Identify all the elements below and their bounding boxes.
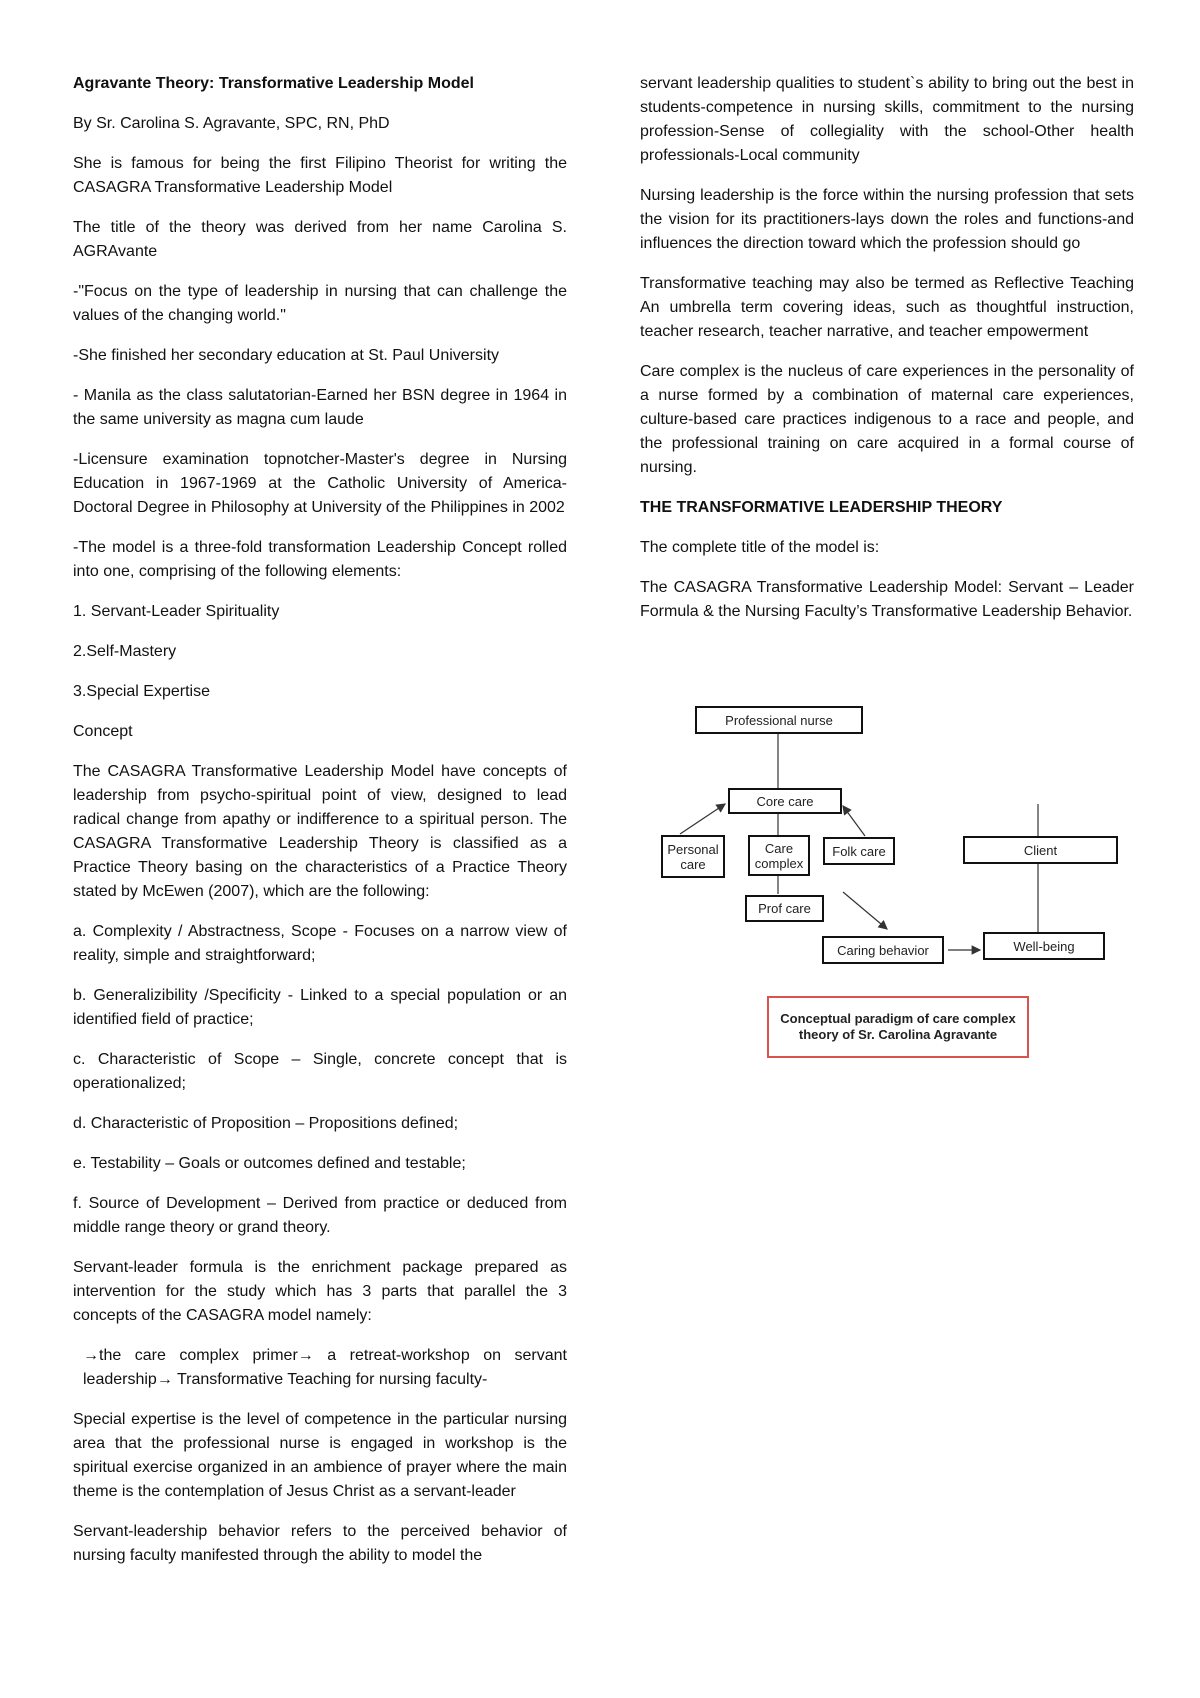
paragraph: - Manila as the class salutatorian-Earned her BSN degree in 1964 in the same university as magna cum laude	[73, 387, 567, 428]
list-item: 1. Servant-Leader Spirituality	[73, 603, 280, 620]
left-column	[73, 72, 567, 1584]
paragraph: servant leadership qualities to student`s ability to bring out the best in students-competence in nursing skills, commitment to the nursing profession-Sense of collegiality with the school-Other health professionals-Local community	[640, 75, 1134, 164]
section-heading: THE TRANSFORMATIVE LEADERSHIP THEORY	[640, 499, 1003, 516]
list-item: 3.Special Expertise	[73, 683, 210, 700]
core-care-box: Core care	[728, 788, 842, 814]
paragraph: Servant-leader formula is the enrichment package prepared as intervention for the study which has 3 parts that parallel the 3 concepts of the CASAGRA model namely:	[73, 1259, 567, 1324]
characteristic-item: e. Testability – Goals or outcomes defined and testable;	[73, 1155, 466, 1172]
paragraph: Care complex is the nucleus of care experiences in the personality of a nurse formed by a combination of maternal care experiences, culture-based care practices indigenous to a race and people, and the professional training on care acquired in a formal course of nursing.	[640, 363, 1134, 476]
paragraph: -She finished her secondary education at St. Paul University	[73, 347, 500, 364]
connector-personal-core	[680, 804, 725, 834]
characteristic-item: d. Characteristic of Proposition – Propositions defined;	[73, 1115, 459, 1132]
professional-nurse-box: Professional nurse	[695, 706, 863, 734]
care-complex-diagram	[655, 702, 1125, 1072]
paragraph: Nursing leadership is the force within the nursing profession that sets the vision for its practitioners-lays down the roles and functions-and influences the direction toward which the profession should go	[640, 187, 1134, 252]
client-box: Client	[963, 836, 1118, 864]
care-complex-box: Care complex	[748, 835, 810, 876]
connector-prof-caring	[843, 892, 887, 929]
prof-care-box: Prof care	[745, 895, 824, 922]
author-line: By Sr. Carolina S. Agravante, SPC, RN, PhD	[73, 115, 390, 132]
right-column	[640, 72, 1134, 640]
paragraph: →the care complex primer→ a retreat-workshop on servant leadership→ Transformative Teaching for nursing faculty-	[83, 1347, 567, 1388]
section-heading: Concept	[73, 723, 133, 740]
list-item: 2.Self-Mastery	[73, 643, 177, 660]
connector-folk-core	[843, 806, 865, 836]
paragraph: Special expertise is the level of competence in the particular nursing area that the professional nurse is engaged in workshop is the spiritual exercise organized in an ambience of prayer where the main theme is the contemplation of Jesus Christ as a servant-leader	[73, 1411, 567, 1500]
paragraph: -The model is a three-fold transformation Leadership Concept rolled into one, comprising of the following elements:	[73, 539, 567, 580]
personal-care-box: Personal care	[661, 835, 725, 878]
well-being-box: Well-being	[983, 932, 1105, 960]
paragraph: The title of the theory was derived from her name Carolina S. AGRAvante	[73, 219, 567, 260]
paragraph: Servant-leadership behavior refers to the perceived behavior of nursing faculty manifested through the ability to model the	[73, 1523, 567, 1564]
diagram-caption: Conceptual paradigm of care complex theory of Sr. Carolina Agravante	[767, 996, 1029, 1058]
document-title: Agravante Theory: Transformative Leadership Model	[73, 75, 474, 92]
paragraph: -"Focus on the type of leadership in nursing that can challenge the values of the changing world."	[73, 283, 567, 324]
paragraph: She is famous for being the first Filipino Theorist for writing the CASAGRA Transformative Leadership Model	[73, 155, 567, 196]
paragraph: -Licensure examination topnotcher-Master's degree in Nursing Education in 1967-1969 at the Catholic University of America-Doctoral Degree in Philosophy at University of the Philippines in 2002	[73, 451, 567, 516]
characteristic-item: a. Complexity / Abstractness, Scope - Focuses on a narrow view of reality, simple and straightforward;	[73, 923, 567, 964]
paragraph: The complete title of the model is:	[640, 539, 880, 556]
characteristic-item: f. Source of Development – Derived from practice or deduced from middle range theory or grand theory.	[73, 1195, 567, 1236]
paragraph: The CASAGRA Transformative Leadership Model: Servant – Leader Formula & the Nursing Faculty’s Transformative Leadership Behavior.	[640, 579, 1134, 620]
characteristic-item: b. Generalizibility /Specificity - Linked to a special population or an identified field of practice;	[73, 987, 567, 1028]
characteristic-item: c. Characteristic of Scope – Single, concrete concept that is operationalized;	[73, 1051, 567, 1092]
paragraph: The CASAGRA Transformative Leadership Model have concepts of leadership from psycho-spiritual point of view, designed to lead radical change from apathy or indifference to a spiritual person. The CASAGRA Transformative Leadership Theory is classified as a Practice Theory basing on the characteristics of a Practice Theory stated by McEwen (2007), which are the following:	[73, 763, 567, 900]
folk-care-box: Folk care	[823, 837, 895, 865]
caring-behavior-box: Caring behavior	[822, 936, 944, 964]
paragraph: Transformative teaching may also be termed as Reflective Teaching An umbrella term covering ideas, such as thoughtful instruction, teacher research, teacher narrative, and teacher empowerment	[640, 275, 1134, 340]
